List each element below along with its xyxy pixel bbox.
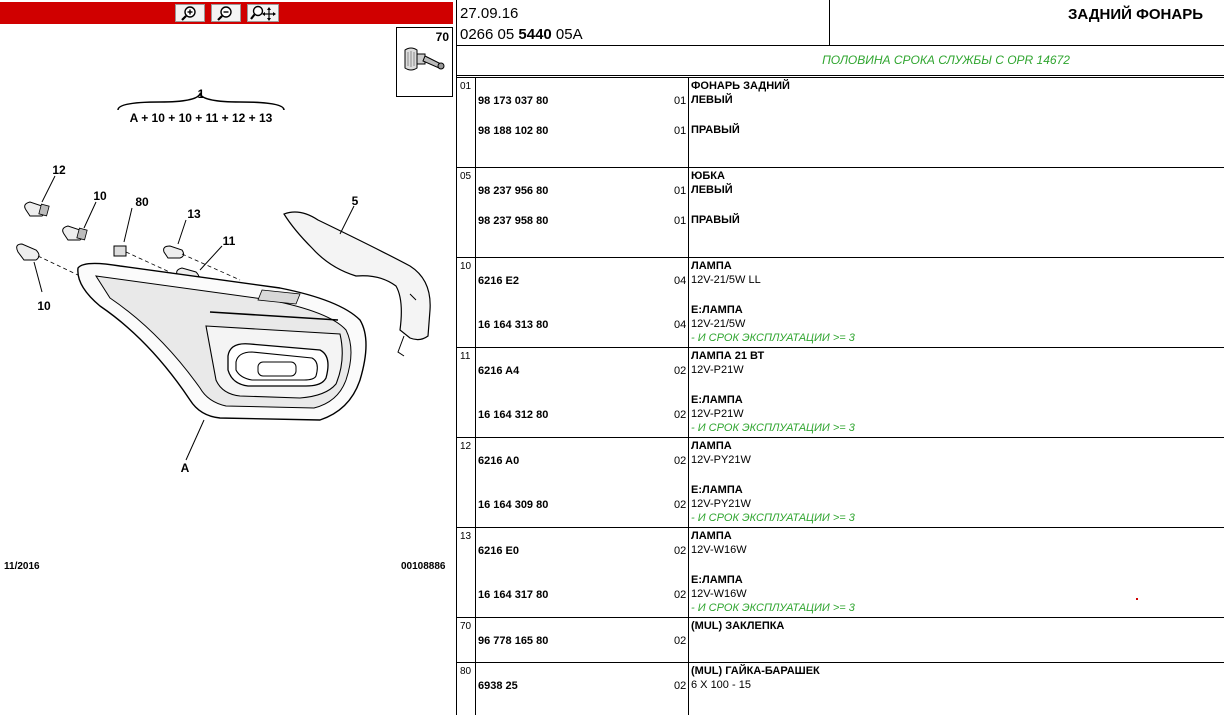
table-row[interactable] (457, 437, 1224, 527)
header-info (457, 0, 830, 46)
set-formula: A + 10 + 10 + 11 + 12 + 13 (129, 111, 273, 125)
part-title: E:ЛАМПА (691, 484, 743, 496)
set-number: 1 (197, 87, 205, 101)
part-spec: 12V-W16W (691, 544, 747, 556)
parts-list-pane (456, 0, 1224, 715)
header-title-cell (830, 0, 1224, 46)
table-row[interactable] (457, 77, 1224, 167)
header-divider (457, 75, 1224, 76)
part-qty: 02 (674, 680, 687, 692)
code-bold: 5440 (518, 26, 552, 43)
part-qty: 02 (674, 545, 687, 557)
part-title: ЛАМПА (691, 260, 732, 272)
zoom-out-button[interactable] (211, 4, 241, 22)
part-qty: 01 (674, 185, 687, 197)
part-title: ЮБКА (691, 170, 725, 182)
code-suffix: 05A (551, 26, 583, 43)
part-note: - И СРОК ЭКСПЛУАТАЦИИ >= 3 (691, 422, 855, 434)
part-spec: 12V-21/5W (691, 318, 746, 330)
callout-80: 80 (135, 195, 149, 209)
part-qty: 01 (674, 95, 687, 107)
part-qty: 02 (674, 499, 687, 511)
row-number: 11 (460, 351, 471, 362)
part-qty: 02 (674, 455, 687, 467)
part-spec: 12V-P21W (691, 408, 744, 420)
part-number[interactable]: 16 164 312 80 (478, 409, 549, 421)
bulb-10-lower[interactable] (17, 244, 80, 292)
part-qty: 01 (674, 215, 687, 227)
callout-10-upper: 10 (93, 189, 107, 203)
part-number[interactable]: 16 164 313 80 (478, 319, 549, 331)
part-title: ЛАМПА (691, 440, 732, 452)
tail-lamp-assembly[interactable] (78, 263, 366, 460)
thumbnail-number: 70 (435, 30, 449, 44)
table-row[interactable] (457, 167, 1224, 257)
table-row[interactable] (457, 617, 1224, 662)
part-note: - И СРОК ЭКСПЛУАТАЦИИ >= 3 (691, 512, 855, 524)
part-number[interactable]: 98 173 037 80 (478, 95, 549, 107)
part-title: ЛАМПА 21 ВТ (691, 350, 765, 362)
zoom-toolbar (0, 2, 453, 24)
page-title: ЗАДНИЙ ФОНАРЬ (1068, 6, 1203, 23)
table-row[interactable] (457, 662, 1224, 715)
part-title: (MUL) ЗАКЛЕПКА (691, 620, 785, 632)
part-number[interactable]: 6216 A0 (478, 455, 520, 467)
bulb-13[interactable] (164, 220, 240, 280)
zoom-out-icon (214, 5, 238, 21)
callout-10-lower: 10 (37, 299, 51, 313)
part-title: (MUL) ГАЙКА-БАРАШЕК (691, 665, 820, 677)
part-title: E:ЛАМПА (691, 394, 743, 406)
diagram-reference: 00108886 (401, 561, 446, 572)
row-number: 12 (460, 441, 472, 452)
row-number: 05 (460, 171, 472, 182)
part-title: E:ЛАМПА (691, 574, 743, 586)
part-title: ФОНАРЬ ЗАДНИЙ (691, 80, 790, 92)
part-title: ЛАМПА (691, 530, 732, 542)
bulb-12[interactable] (25, 176, 55, 216)
callout-5: 5 (351, 194, 359, 208)
bulb-10-upper[interactable] (63, 202, 96, 240)
row-number: 10 (460, 261, 472, 272)
row-number: 70 (460, 621, 472, 632)
part-number[interactable]: 6216 A4 (478, 365, 520, 377)
callout-12: 12 (52, 163, 66, 177)
row-number: 13 (460, 531, 472, 542)
part-number[interactable]: 98 237 958 80 (478, 215, 549, 227)
part-number[interactable]: 6938 25 (478, 680, 518, 692)
part-number[interactable]: 6216 E2 (478, 275, 519, 287)
diagram-pane (0, 0, 456, 715)
zoom-pan-button[interactable] (247, 4, 279, 22)
part-qty: 01 (674, 125, 687, 137)
part-spec: 12V-PY21W (691, 454, 751, 466)
table-row[interactable] (457, 347, 1224, 437)
part-spec: 12V-W16W (691, 588, 747, 600)
part-desc: ЛЕВЫЙ (691, 184, 733, 196)
part-desc: ЛЕВЫЙ (691, 94, 733, 106)
part-spec: 12V-PY21W (691, 498, 751, 510)
header-code (460, 26, 583, 43)
table-row[interactable] (457, 257, 1224, 347)
diagram-date: 11/2016 (4, 561, 40, 572)
part-number[interactable]: 96 778 165 80 (478, 635, 549, 647)
part-number[interactable]: 98 188 102 80 (478, 125, 549, 137)
zoom-in-icon (178, 5, 202, 21)
part-note: - И СРОК ЭКСПЛУАТАЦИИ >= 3 (691, 602, 855, 614)
part-number[interactable]: 98 237 956 80 (478, 185, 549, 197)
part-qty: 04 (674, 319, 687, 331)
callout-13: 13 (187, 207, 201, 221)
part-spec: 12V-21/5W LL (691, 274, 761, 286)
row-number: 80 (460, 666, 472, 677)
part-desc: ПРАВЫЙ (691, 124, 740, 136)
exploded-diagram (0, 80, 456, 500)
part-number[interactable]: 16 164 317 80 (478, 589, 549, 601)
marker-dot (1136, 598, 1138, 600)
zoom-pan-icon (249, 5, 277, 21)
callout-a: A (180, 461, 190, 475)
callout-11: 11 (222, 234, 236, 248)
code-prefix: 0266 05 (460, 26, 519, 43)
table-row[interactable] (457, 527, 1224, 617)
header-date: 27.09.16 (460, 5, 519, 22)
part-qty: 02 (674, 635, 687, 647)
part-desc: ПРАВЫЙ (691, 214, 740, 226)
part-note: - И СРОК ЭКСПЛУАТАЦИИ >= 3 (691, 332, 855, 344)
rivet-icon (401, 42, 449, 82)
part-number[interactable]: 16 164 309 80 (478, 499, 549, 511)
part-spec: 12V-P21W (691, 364, 744, 376)
zoom-in-button[interactable] (175, 4, 205, 22)
part-spec: 6 X 100 - 15 (691, 679, 751, 691)
part-qty: 02 (674, 589, 687, 601)
part-qty: 02 (674, 365, 687, 377)
part-title: E:ЛАМПА (691, 304, 743, 316)
page-subtitle: ПОЛОВИНА СРОКА СЛУЖБЫ С OPR 14672 (822, 53, 1070, 67)
part-qty: 02 (674, 409, 687, 421)
part-number[interactable]: 6216 E0 (478, 545, 519, 557)
row-number: 01 (460, 81, 472, 92)
part-qty: 04 (674, 275, 687, 287)
